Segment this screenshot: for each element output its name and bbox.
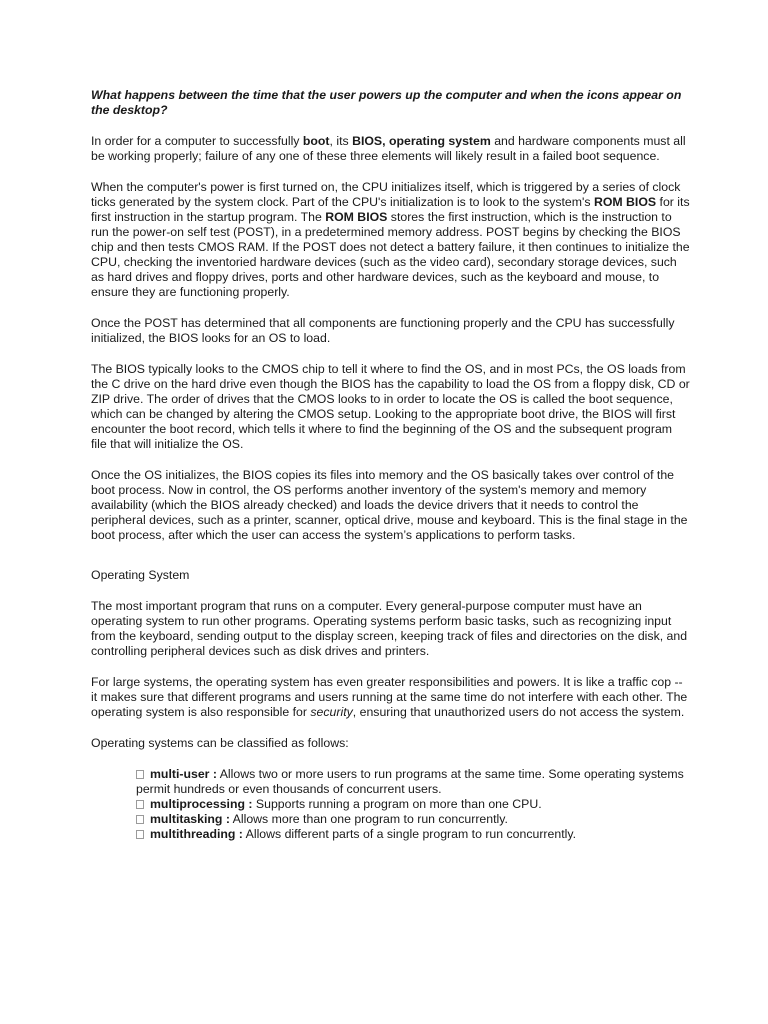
- list-term: multithreading :: [150, 827, 243, 841]
- bullet-box-icon: [136, 830, 144, 839]
- paragraph-post: [91, 180, 691, 300]
- paragraph-cmos: The BIOS typically looks to the CMOS chip to tell it where to find the OS, and in most PCs, the OS loads from the C drive on the hard drive even though the BIOS has the capability to load the OS from a floppy disk, CD or ZIP drive. The order of drives that the CMOS looks to in order to locate the OS is called the boot sequence, which can be changed by altering the CMOS setup. Looking to the appropriate boot drive, the BIOS will first encounter the boot record, which tells it where to find the beginning of the OS and the subsequent program file that will initialize the OS.: [91, 362, 690, 451]
- paragraph-boot-intro: [91, 134, 691, 164]
- list-term: multi-user :: [150, 767, 217, 781]
- text: , its: [329, 134, 353, 148]
- paragraph-os-init: Once the OS initializes, the BIOS copies its files into memory and the OS basically takes over control of the boot process. Now in control, the OS performs another inventory of the system's memory and memory availability (which the BIOS already checked) and loads the device drivers that it needs to control the peripheral devices, such as a printer, scanner, optical drive, mouse and keyboard. This is the final stage in the boot process, after which the user can access the system’s applications to perform tasks.: [91, 468, 688, 542]
- list-item: [136, 797, 691, 812]
- list-item: [136, 827, 691, 842]
- text: For large systems, the operating system has even greater responsibilities and powers. It is like a traffic cop -- it makes sure that different programs and users running at the same time do not interfere with each other. The operating system is also responsible for: [91, 675, 688, 719]
- text: for its first instruction in the startup program. The: [91, 195, 690, 224]
- list-term: multiprocessing :: [150, 797, 253, 811]
- bold-term-boot: boot: [302, 134, 330, 148]
- paragraph-large-systems: [91, 675, 691, 720]
- list-item: [136, 767, 691, 797]
- section-heading-operating-system: Operating System: [91, 568, 190, 582]
- list-desc: Allows two or more users to run programs at the same time. Some operating systems permit hundreds or even thousands of concurrent users.: [136, 767, 684, 796]
- bold-term-bios-os: BIOS, operating system: [352, 134, 491, 148]
- text: In order for a computer to successfully: [91, 134, 303, 148]
- list-term: multitasking :: [150, 812, 230, 826]
- italic-term-security: security: [310, 705, 353, 719]
- text: stores the first instruction, which is the instruction to run the power-on self test (POST), in a predetermined memory address. POST begins by checking the BIOS chip and then tests CMOS RAM. If the POST does not detect a battery failure, it then continues to initialize the CPU, checking the inventoried hardware devices (such as the video card), secondary storage devices, such as hard drives and floppy drives, ports and other hardware devices, such as the keyboard and mouse, to ensure they are functioning properly.: [91, 210, 690, 299]
- bullet-box-icon: [136, 770, 144, 779]
- list-desc: Allows different parts of a single program to run concurrently.: [242, 827, 576, 841]
- text: and hardware components must all be working properly; failure of any one of these three elements will likely result in a failed boot sequence.: [91, 134, 686, 163]
- bullet-box-icon: [136, 800, 144, 809]
- text: , ensuring that unauthorized users do not access the system.: [352, 705, 685, 719]
- bold-term-rom-bios: ROM BIOS: [593, 195, 657, 209]
- text: When the computer's power is first turned on, the CPU initializes itself, which is triggered by a series of clock ticks generated by the system clock. Part of the CPU's initialization is to look to the system's: [91, 180, 681, 209]
- list-item: [136, 812, 691, 827]
- paragraph-post-done: Once the POST has determined that all components are functioning properly and the CPU has successfully initialized, the BIOS looks for an OS to load.: [91, 316, 675, 345]
- document-page: [91, 88, 691, 842]
- bullet-box-icon: [136, 815, 144, 824]
- list-desc: Supports running a program on more than one CPU.: [252, 797, 542, 811]
- paragraph-os-definition: The most important program that runs on a computer. Every general-purpose computer must have an operating system to run other programs. Operating systems perform basic tasks, such as recognizing input from the keyboard, sending output to the display screen, keeping track of files and directories on the disk, and controlling peripheral devices such as disk drives and printers.: [91, 599, 688, 658]
- os-types-list: [91, 767, 691, 842]
- paragraph-classification: Operating systems can be classified as follows:: [91, 736, 349, 750]
- list-desc: Allows more than one program to run concurrently.: [229, 812, 508, 826]
- question-heading: What happens between the time that the user powers up the computer and when the icons appear on the desktop?: [91, 88, 682, 117]
- bold-term-rom-bios: ROM BIOS: [325, 210, 388, 224]
